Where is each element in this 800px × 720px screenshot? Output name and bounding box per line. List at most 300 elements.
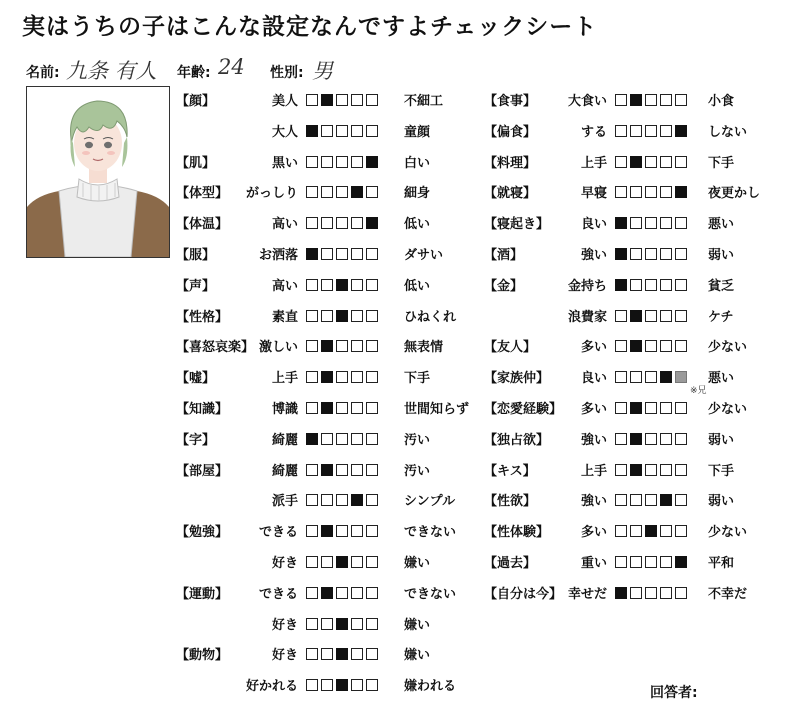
rating-scale <box>615 464 690 476</box>
rating-box[interactable] <box>366 648 378 660</box>
rating-box[interactable] <box>366 464 378 476</box>
category-label: 【過去】 <box>484 556 537 571</box>
rating-box[interactable] <box>366 217 378 229</box>
left-option-label: 多い <box>580 402 607 417</box>
rating-scale <box>306 494 381 506</box>
answerer-label: 回答者: <box>650 685 698 701</box>
rating-box[interactable] <box>351 371 363 383</box>
rating-box[interactable] <box>630 525 642 537</box>
category-label: 【喜怒哀楽】 <box>176 340 255 356</box>
rating-box[interactable] <box>351 340 363 352</box>
left-option-label: がっしり <box>245 186 298 202</box>
rating-box[interactable] <box>675 433 687 445</box>
rating-box[interactable] <box>351 494 363 506</box>
left-option-label: 激しい <box>258 340 298 356</box>
rating-box[interactable] <box>660 279 672 291</box>
rating-box[interactable] <box>351 464 363 476</box>
right-option-label: 細身 <box>404 186 431 202</box>
rating-box[interactable] <box>351 525 363 537</box>
right-option-label: 下手 <box>708 463 735 479</box>
right-option-label: 下手 <box>404 371 431 387</box>
left-option-label: 好き <box>271 617 298 633</box>
rating-box[interactable] <box>615 433 627 445</box>
category-label: 【家族仲】 <box>484 371 550 387</box>
left-option-label: 派手 <box>271 494 298 510</box>
checklist-row <box>176 213 480 233</box>
rating-box[interactable] <box>336 679 348 691</box>
rating-box[interactable] <box>615 494 627 506</box>
rating-box[interactable] <box>321 618 333 630</box>
rating-box[interactable] <box>645 248 657 260</box>
rating-box[interactable] <box>645 125 657 137</box>
rating-scale <box>306 648 381 660</box>
rating-box[interactable] <box>336 156 348 168</box>
rating-box[interactable] <box>336 587 348 599</box>
left-option-label: 良い <box>580 371 607 387</box>
left-option-label: 上手 <box>580 155 607 171</box>
rating-box[interactable] <box>615 464 627 476</box>
rating-box[interactable] <box>615 279 627 291</box>
right-option-label: 不幸だ <box>708 586 748 602</box>
rating-box[interactable] <box>675 217 687 229</box>
right-option-label: 下手 <box>708 155 735 171</box>
rating-box[interactable] <box>321 340 333 352</box>
rating-box[interactable] <box>366 125 378 137</box>
rating-box[interactable] <box>675 125 687 137</box>
rating-box[interactable] <box>660 525 672 537</box>
rating-scale <box>615 156 690 168</box>
rating-box[interactable] <box>351 310 363 322</box>
rating-box[interactable] <box>660 494 672 506</box>
rating-box[interactable] <box>306 525 318 537</box>
rating-box[interactable] <box>321 248 333 260</box>
rating-box[interactable] <box>645 217 657 229</box>
rating-box[interactable] <box>351 433 363 445</box>
rating-box[interactable] <box>351 648 363 660</box>
rating-box[interactable] <box>675 156 687 168</box>
left-option-label: 大人 <box>271 124 298 140</box>
rating-box[interactable] <box>306 156 318 168</box>
rating-box[interactable] <box>366 679 378 691</box>
rating-box[interactable] <box>615 156 627 168</box>
rating-scale <box>615 94 690 106</box>
rating-box[interactable] <box>645 525 657 537</box>
rating-box[interactable] <box>351 94 363 106</box>
rating-box[interactable] <box>321 648 333 660</box>
rating-scale <box>306 618 381 630</box>
rating-box[interactable] <box>366 248 378 260</box>
checklist-row <box>176 583 480 603</box>
rating-box[interactable] <box>321 125 333 137</box>
rating-box[interactable] <box>630 587 642 599</box>
rating-box[interactable] <box>351 587 363 599</box>
rating-box[interactable] <box>645 402 657 414</box>
rating-box[interactable] <box>675 340 687 352</box>
rating-box[interactable] <box>351 156 363 168</box>
rating-box[interactable] <box>306 310 318 322</box>
rating-box[interactable] <box>645 156 657 168</box>
note-text: ※兄 <box>690 386 707 396</box>
rating-box[interactable] <box>306 371 318 383</box>
name-label: 名前: <box>26 65 60 81</box>
rating-box[interactable] <box>645 433 657 445</box>
rating-box[interactable] <box>366 340 378 352</box>
right-option-label: 童顔 <box>404 124 431 140</box>
left-option-label: 綺麗 <box>271 463 298 479</box>
rating-box[interactable] <box>336 464 348 476</box>
category-label: 【独占欲】 <box>484 432 550 448</box>
rating-box[interactable] <box>366 371 378 383</box>
left-option-label: 好かれる <box>245 679 298 695</box>
rating-box[interactable] <box>615 186 627 198</box>
left-option-label: する <box>580 124 607 140</box>
left-option-label: 大食い <box>567 94 607 109</box>
right-option-label: 低い <box>404 217 431 233</box>
rating-box[interactable] <box>336 402 348 414</box>
rating-box[interactable] <box>675 464 687 476</box>
rating-box[interactable] <box>306 125 318 137</box>
rating-box[interactable] <box>660 248 672 260</box>
rating-box[interactable] <box>366 94 378 106</box>
rating-box[interactable] <box>660 402 672 414</box>
right-option-label: 夜更かし <box>708 186 761 202</box>
right-option-label: 白い <box>404 155 431 171</box>
left-option-label: 金持ち <box>567 278 607 294</box>
rating-scale <box>306 525 381 537</box>
left-option-label: 多い <box>580 525 607 541</box>
rating-box[interactable] <box>630 402 642 414</box>
rating-box[interactable] <box>630 125 642 137</box>
rating-box[interactable] <box>306 94 318 106</box>
rating-box[interactable] <box>306 402 318 414</box>
right-option-label: ケチ <box>708 309 734 325</box>
rating-box[interactable] <box>645 94 657 106</box>
rating-box[interactable] <box>660 186 672 198</box>
right-option-label: シンプル <box>404 494 456 510</box>
rating-box[interactable] <box>351 217 363 229</box>
right-option-label: 悪い <box>708 217 735 233</box>
rating-box[interactable] <box>630 433 642 445</box>
rating-box[interactable] <box>366 494 378 506</box>
rating-box[interactable] <box>630 279 642 291</box>
rating-box[interactable] <box>630 556 642 568</box>
rating-box[interactable] <box>366 279 378 291</box>
rating-scale <box>615 217 690 229</box>
rating-box[interactable] <box>351 125 363 137</box>
right-option-label: 嫌い <box>404 556 431 571</box>
rating-box[interactable] <box>630 340 642 352</box>
right-option-label: 小食 <box>708 94 735 109</box>
rating-box[interactable] <box>351 279 363 291</box>
rating-box[interactable] <box>321 556 333 568</box>
rating-box[interactable] <box>306 248 318 260</box>
rating-box[interactable] <box>660 217 672 229</box>
rating-box[interactable] <box>306 217 318 229</box>
rating-box[interactable] <box>336 618 348 630</box>
left-option-label: 早寝 <box>580 186 607 202</box>
checklist-row <box>484 367 774 387</box>
rating-scale <box>615 494 690 506</box>
right-option-label: 不細工 <box>404 94 444 109</box>
rating-box[interactable] <box>615 340 627 352</box>
rating-box[interactable] <box>645 340 657 352</box>
rating-box[interactable] <box>615 371 627 383</box>
rating-box[interactable] <box>615 402 627 414</box>
rating-scale <box>615 587 690 599</box>
rating-scale <box>306 464 381 476</box>
category-label: 【自分は今】 <box>484 586 563 602</box>
rating-scale <box>306 125 381 137</box>
checklist-row <box>176 182 480 202</box>
rating-box[interactable] <box>645 279 657 291</box>
category-label: 【性格】 <box>176 309 229 325</box>
category-label: 【金】 <box>484 278 524 294</box>
checklist-row <box>176 152 480 172</box>
checklist-row <box>176 367 480 387</box>
rating-box[interactable] <box>645 587 657 599</box>
rating-box[interactable] <box>306 587 318 599</box>
rating-box[interactable] <box>336 248 348 260</box>
rating-box[interactable] <box>660 464 672 476</box>
rating-box[interactable] <box>336 94 348 106</box>
left-option-label: 黒い <box>271 155 298 171</box>
rating-box[interactable] <box>675 402 687 414</box>
rating-box[interactable] <box>645 310 657 322</box>
checklist-row <box>176 490 480 510</box>
rating-box[interactable] <box>366 156 378 168</box>
rating-box[interactable] <box>366 186 378 198</box>
rating-box[interactable] <box>675 587 687 599</box>
category-label: 【偏食】 <box>484 124 537 140</box>
rating-box[interactable] <box>645 371 657 383</box>
rating-box[interactable] <box>660 340 672 352</box>
rating-box[interactable] <box>630 464 642 476</box>
rating-box[interactable] <box>615 248 627 260</box>
rating-box[interactable] <box>630 494 642 506</box>
category-label: 【キス】 <box>484 463 536 479</box>
rating-box[interactable] <box>306 186 318 198</box>
checklist-row <box>176 90 480 110</box>
rating-box[interactable] <box>306 618 318 630</box>
rating-box[interactable] <box>306 556 318 568</box>
left-option-label: 上手 <box>580 463 607 479</box>
rating-box[interactable] <box>615 94 627 106</box>
rating-box[interactable] <box>630 186 642 198</box>
rating-box[interactable] <box>321 464 333 476</box>
rating-box[interactable] <box>321 402 333 414</box>
category-label: 【体温】 <box>176 217 229 233</box>
rating-box[interactable] <box>321 94 333 106</box>
rating-box[interactable] <box>630 310 642 322</box>
checklist-row <box>484 336 774 356</box>
rating-box[interactable] <box>615 125 627 137</box>
rating-box[interactable] <box>321 186 333 198</box>
rating-box[interactable] <box>321 525 333 537</box>
rating-box[interactable] <box>306 433 318 445</box>
checklist-row <box>176 121 480 141</box>
category-label: 【性欲】 <box>484 494 537 510</box>
rating-box[interactable] <box>630 217 642 229</box>
rating-box[interactable] <box>660 310 672 322</box>
rating-box[interactable] <box>366 310 378 322</box>
rating-box[interactable] <box>675 94 687 106</box>
rating-box[interactable] <box>660 371 672 383</box>
right-option-label: 悪い <box>708 371 735 387</box>
right-option-label: 低い <box>404 278 431 294</box>
rating-box[interactable] <box>366 402 378 414</box>
rating-scale <box>306 679 381 691</box>
category-label: 【字】 <box>176 432 216 448</box>
right-option-label: ひねくれ <box>404 309 457 325</box>
rating-box[interactable] <box>321 494 333 506</box>
category-label: 【嘘】 <box>176 371 216 387</box>
rating-box[interactable] <box>645 494 657 506</box>
category-label: 【性体験】 <box>484 525 550 541</box>
rating-box[interactable] <box>321 587 333 599</box>
rating-box[interactable] <box>306 340 318 352</box>
rating-box[interactable] <box>675 248 687 260</box>
rating-box[interactable] <box>630 371 642 383</box>
right-option-label: 汚い <box>404 432 431 448</box>
category-label: 【部屋】 <box>176 463 229 479</box>
rating-box[interactable] <box>336 433 348 445</box>
checklist-row <box>484 213 774 233</box>
rating-box[interactable] <box>336 279 348 291</box>
category-label: 【友人】 <box>484 340 537 356</box>
rating-box[interactable] <box>615 587 627 599</box>
rating-box[interactable] <box>351 679 363 691</box>
rating-scale <box>615 248 690 260</box>
rating-box[interactable] <box>675 279 687 291</box>
rating-scale <box>306 371 381 383</box>
rating-box[interactable] <box>366 587 378 599</box>
rating-box[interactable] <box>366 433 378 445</box>
character-portrait <box>26 86 170 258</box>
checklist-row <box>176 429 480 449</box>
rating-box[interactable] <box>336 310 348 322</box>
rating-box[interactable] <box>321 310 333 322</box>
rating-box[interactable] <box>306 279 318 291</box>
checklist-row <box>176 460 480 480</box>
rating-box[interactable] <box>615 556 627 568</box>
left-option-label: 高い <box>271 217 298 233</box>
rating-scale <box>615 279 690 291</box>
rating-box[interactable] <box>306 648 318 660</box>
checklist-row <box>176 336 480 356</box>
rating-box[interactable] <box>336 217 348 229</box>
rating-box[interactable] <box>366 525 378 537</box>
rating-box[interactable] <box>336 371 348 383</box>
rating-box[interactable] <box>675 556 687 568</box>
rating-box[interactable] <box>660 156 672 168</box>
rating-box[interactable] <box>660 125 672 137</box>
rating-scale <box>306 248 381 260</box>
rating-scale <box>615 433 690 445</box>
left-option-label: 好き <box>271 556 298 571</box>
right-option-label: 少ない <box>708 402 748 417</box>
rating-scale <box>615 525 690 537</box>
rating-box[interactable] <box>660 556 672 568</box>
rating-box[interactable] <box>306 494 318 506</box>
rating-box[interactable] <box>630 248 642 260</box>
rating-box[interactable] <box>336 494 348 506</box>
rating-box[interactable] <box>366 556 378 568</box>
rating-box[interactable] <box>675 371 687 383</box>
rating-box[interactable] <box>630 156 642 168</box>
checklist-row <box>484 429 774 449</box>
left-option-label: 博識 <box>271 402 298 417</box>
rating-box[interactable] <box>321 217 333 229</box>
rating-box[interactable] <box>675 310 687 322</box>
rating-scale <box>306 94 381 106</box>
right-option-label: 弱い <box>708 494 735 510</box>
left-option-label: できる <box>258 586 298 602</box>
rating-scale <box>306 279 381 291</box>
rating-box[interactable] <box>615 310 627 322</box>
rating-box[interactable] <box>675 186 687 198</box>
rating-box[interactable] <box>321 279 333 291</box>
checklist-row <box>484 90 774 110</box>
rating-box[interactable] <box>321 371 333 383</box>
rating-scale <box>615 340 690 352</box>
rating-box[interactable] <box>336 556 348 568</box>
rating-box[interactable] <box>615 525 627 537</box>
right-option-label: しない <box>708 124 748 140</box>
rating-box[interactable] <box>645 556 657 568</box>
left-option-label: 浪費家 <box>567 309 607 325</box>
rating-box[interactable] <box>336 340 348 352</box>
left-option-label: 強い <box>580 432 607 448</box>
rating-box[interactable] <box>630 94 642 106</box>
rating-box[interactable] <box>660 587 672 599</box>
right-option-label: 嫌い <box>404 648 431 664</box>
rating-box[interactable] <box>351 618 363 630</box>
rating-scale <box>615 310 690 322</box>
rating-box[interactable] <box>336 648 348 660</box>
rating-box[interactable] <box>660 94 672 106</box>
rating-box[interactable] <box>675 525 687 537</box>
rating-box[interactable] <box>336 186 348 198</box>
rating-scale <box>306 402 381 414</box>
category-label: 【知識】 <box>176 402 229 417</box>
rating-scale <box>306 156 381 168</box>
rating-box[interactable] <box>645 464 657 476</box>
rating-scale <box>306 340 381 352</box>
rating-box[interactable] <box>675 494 687 506</box>
rating-box[interactable] <box>615 217 627 229</box>
rating-box[interactable] <box>321 679 333 691</box>
checklist-row <box>484 583 774 603</box>
checklist-row <box>484 152 774 172</box>
rating-box[interactable] <box>645 186 657 198</box>
rating-box[interactable] <box>306 464 318 476</box>
left-option-label: 好き <box>271 648 298 664</box>
rating-box[interactable] <box>321 156 333 168</box>
rating-scale <box>306 556 381 568</box>
rating-box[interactable] <box>321 433 333 445</box>
right-option-label: できない <box>404 586 457 602</box>
rating-box[interactable] <box>336 525 348 537</box>
rating-box[interactable] <box>366 618 378 630</box>
checklist-row <box>484 490 774 510</box>
rating-box[interactable] <box>336 125 348 137</box>
rating-box[interactable] <box>351 402 363 414</box>
rating-box[interactable] <box>306 679 318 691</box>
rating-box[interactable] <box>351 186 363 198</box>
rating-box[interactable] <box>351 248 363 260</box>
rating-box[interactable] <box>660 433 672 445</box>
rating-box[interactable] <box>351 556 363 568</box>
